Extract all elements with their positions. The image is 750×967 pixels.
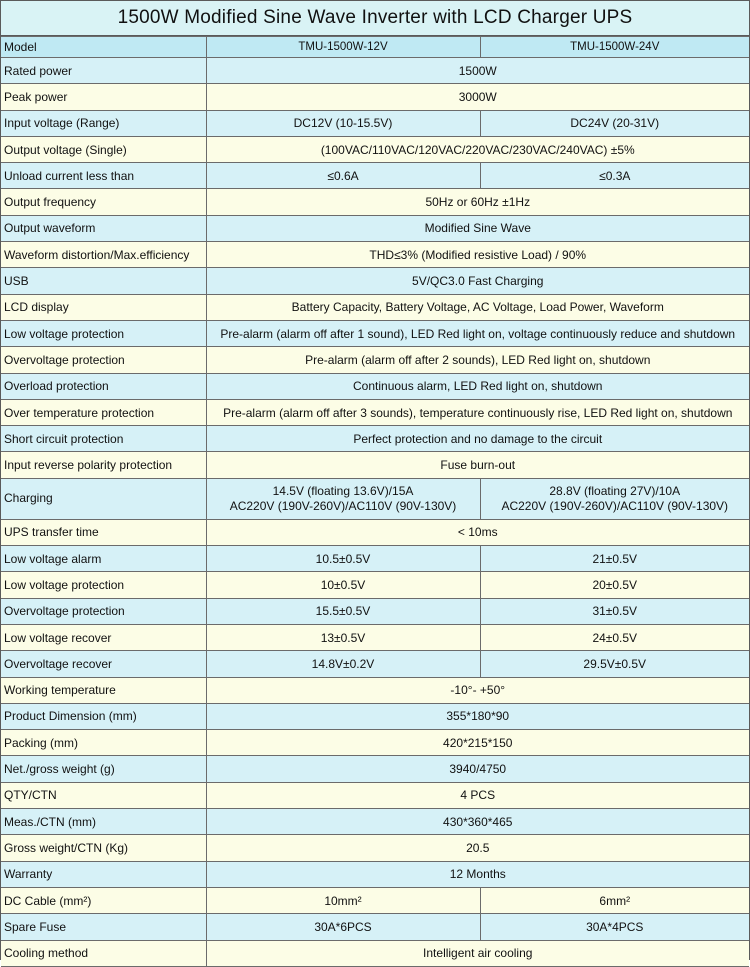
row-value-24v: 30A*4PCS xyxy=(480,914,749,940)
table-row xyxy=(1,452,749,478)
table-row xyxy=(1,940,749,966)
table-row xyxy=(1,294,749,320)
row-value: 1500W xyxy=(206,58,749,84)
row-label: USB xyxy=(1,268,206,294)
table-row xyxy=(1,189,749,215)
row-label: Overvoltage protection xyxy=(1,347,206,373)
row-label: Output frequency xyxy=(1,189,206,215)
row-value-24v: 21±0.5V xyxy=(480,546,749,572)
table-row xyxy=(1,110,749,136)
value-line: AC220V (190V-260V)/AC110V (90V-130V) xyxy=(501,498,729,513)
header-model-24v: TMU-1500W-24V xyxy=(480,37,749,58)
row-label: Charging xyxy=(1,478,206,519)
table-row xyxy=(1,887,749,913)
value-line: 28.8V (floating 27V)/10A xyxy=(549,483,681,498)
table-row xyxy=(1,598,749,624)
row-value: Perfect protection and no damage to the circuit xyxy=(206,426,749,452)
row-value: 20.5 xyxy=(206,835,749,861)
row-label: Waveform distortion/Max.efficiency xyxy=(1,242,206,268)
table-row xyxy=(1,478,749,519)
row-label: Low voltage protection xyxy=(1,320,206,346)
table-row xyxy=(1,373,749,399)
row-label: Packing (mm) xyxy=(1,730,206,756)
row-value: 430*360*465 xyxy=(206,809,749,835)
row-value: 4 PCS xyxy=(206,782,749,808)
row-value: Modified Sine Wave xyxy=(206,215,749,241)
row-label: LCD display xyxy=(1,294,206,320)
table-row xyxy=(1,242,749,268)
table-row xyxy=(1,782,749,808)
table-row xyxy=(1,861,749,887)
row-value-12v: 13±0.5V xyxy=(206,624,480,650)
row-value: < 10ms xyxy=(206,519,749,545)
spec-table-body xyxy=(1,37,749,967)
row-label: Net./gross weight (g) xyxy=(1,756,206,782)
table-row xyxy=(1,546,749,572)
table-row xyxy=(1,519,749,545)
page-title: 1500W Modified Sine Wave Inverter with LCD Charger UPS xyxy=(1,1,749,36)
row-label: Input voltage (Range) xyxy=(1,110,206,136)
table-row xyxy=(1,914,749,940)
header-label: Model xyxy=(1,37,206,58)
value-line: AC220V (190V-260V)/AC110V (90V-130V) xyxy=(229,498,457,513)
table-row xyxy=(1,136,749,162)
row-label: Overload protection xyxy=(1,373,206,399)
table-row xyxy=(1,730,749,756)
table-row xyxy=(1,58,749,84)
row-value-12v: 10±0.5V xyxy=(206,572,480,598)
row-label: Warranty xyxy=(1,861,206,887)
table-row xyxy=(1,320,749,346)
row-label: Overvoltage protection xyxy=(1,598,206,624)
row-value: 5V/QC3.0 Fast Charging xyxy=(206,268,749,294)
table-row xyxy=(1,756,749,782)
row-label: Meas./CTN (mm) xyxy=(1,809,206,835)
table-row xyxy=(1,624,749,650)
row-label: Cooling method xyxy=(1,940,206,966)
row-label: Working temperature xyxy=(1,677,206,703)
table-row xyxy=(1,268,749,294)
row-value: 3000W xyxy=(206,84,749,110)
row-value: (100VAC/110VAC/120VAC/220VAC/230VAC/240VAC) ±5% xyxy=(206,136,749,162)
row-label: Spare Fuse xyxy=(1,914,206,940)
row-value-12v: 10mm² xyxy=(206,887,480,913)
table-row xyxy=(1,399,749,425)
row-label: DC Cable (mm²) xyxy=(1,887,206,913)
row-label: Low voltage protection xyxy=(1,572,206,598)
row-label: Output waveform xyxy=(1,215,206,241)
row-value-24v: DC24V (20-31V) xyxy=(480,110,749,136)
row-label: Low voltage alarm xyxy=(1,546,206,572)
row-value: 12 Months xyxy=(206,861,749,887)
row-label: Gross weight/CTN (Kg) xyxy=(1,835,206,861)
row-value-24v: 31±0.5V xyxy=(480,598,749,624)
value-line: 14.5V (floating 13.6V)/15A xyxy=(272,483,414,498)
spec-table xyxy=(1,36,749,967)
row-label: Overvoltage recover xyxy=(1,651,206,677)
row-label: Rated power xyxy=(1,58,206,84)
row-value-12v xyxy=(206,478,480,519)
row-value-24v xyxy=(480,478,749,519)
row-value-12v: DC12V (10-15.5V) xyxy=(206,110,480,136)
table-row xyxy=(1,809,749,835)
row-value: Battery Capacity, Battery Voltage, AC Voltage, Load Power, Waveform xyxy=(206,294,749,320)
row-value-24v: ≤0.3A xyxy=(480,163,749,189)
row-label: UPS transfer time xyxy=(1,519,206,545)
table-row xyxy=(1,651,749,677)
row-value: Pre-alarm (alarm off after 3 sounds), temperature continuously rise, LED Red light on, shutdown xyxy=(206,399,749,425)
header-model-12v: TMU-1500W-12V xyxy=(206,37,480,58)
row-value: Continuous alarm, LED Red light on, shutdown xyxy=(206,373,749,399)
row-value: 355*180*90 xyxy=(206,703,749,729)
row-value-12v: 10.5±0.5V xyxy=(206,546,480,572)
row-label: Low voltage recover xyxy=(1,624,206,650)
row-value-24v: 20±0.5V xyxy=(480,572,749,598)
row-value-12v: ≤0.6A xyxy=(206,163,480,189)
table-row xyxy=(1,163,749,189)
row-value: 420*215*150 xyxy=(206,730,749,756)
table-row xyxy=(1,835,749,861)
row-value-24v: 24±0.5V xyxy=(480,624,749,650)
table-row xyxy=(1,677,749,703)
row-value: THD≤3% (Modified resistive Load) / 90% xyxy=(206,242,749,268)
table-row xyxy=(1,215,749,241)
row-label: Input reverse polarity protection xyxy=(1,452,206,478)
row-value: Intelligent air cooling xyxy=(206,940,749,966)
table-row xyxy=(1,426,749,452)
row-value-24v: 29.5V±0.5V xyxy=(480,651,749,677)
table-header-row xyxy=(1,37,749,58)
row-value: Pre-alarm (alarm off after 2 sounds), LED Red light on, shutdown xyxy=(206,347,749,373)
row-value: 50Hz or 60Hz ±1Hz xyxy=(206,189,749,215)
row-label: Product Dimension (mm) xyxy=(1,703,206,729)
row-value-12v: 15.5±0.5V xyxy=(206,598,480,624)
row-value: Pre-alarm (alarm off after 1 sound), LED Red light on, voltage continuously reduce and shutdown xyxy=(206,320,749,346)
table-row xyxy=(1,572,749,598)
table-row xyxy=(1,84,749,110)
row-label: Unload current less than xyxy=(1,163,206,189)
row-label: Peak power xyxy=(1,84,206,110)
row-value: Fuse burn-out xyxy=(206,452,749,478)
table-row xyxy=(1,347,749,373)
row-label: Output voltage (Single) xyxy=(1,136,206,162)
row-label: Over temperature protection xyxy=(1,399,206,425)
row-value-12v: 14.8V±0.2V xyxy=(206,651,480,677)
row-value-12v: 30A*6PCS xyxy=(206,914,480,940)
table-row xyxy=(1,703,749,729)
row-label: QTY/CTN xyxy=(1,782,206,808)
row-value: -10°- +50° xyxy=(206,677,749,703)
row-value-24v: 6mm² xyxy=(480,887,749,913)
row-label: Short circuit protection xyxy=(1,426,206,452)
row-value: 3940/4750 xyxy=(206,756,749,782)
